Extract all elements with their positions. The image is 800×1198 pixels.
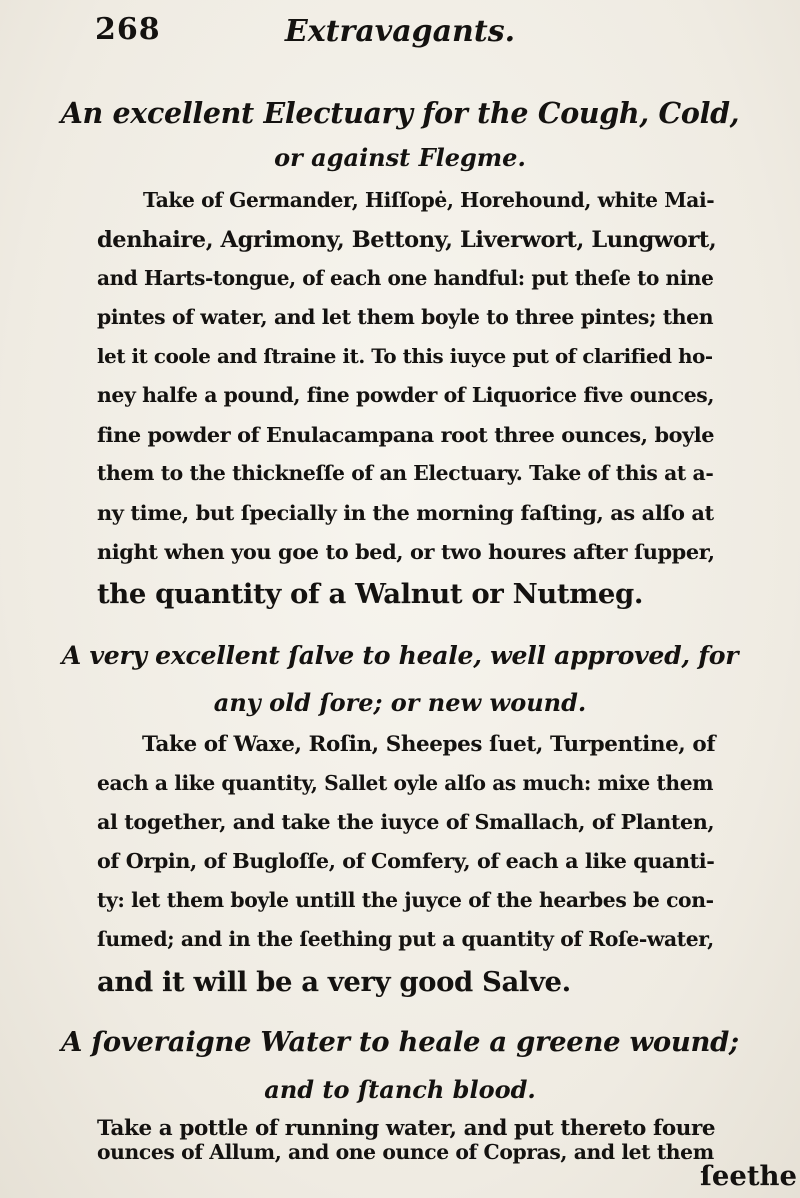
text-line: fine powder of Enulacampana root three ounces, boyle xyxy=(97,422,715,447)
text-line: ny time, but ſpecially in the morning faſting, as alſo at xyxy=(97,500,714,525)
section-subheading: any old ſore; or new wound. xyxy=(213,688,587,717)
section-subheading: or against Flegme. xyxy=(274,143,526,172)
section-heading: A very excellent ſalve to heale, well approved, for xyxy=(61,640,739,670)
text-line: and Harts-tongue, of each one handful: put theſe to nine xyxy=(97,266,714,290)
text-line: denhaire, Agrimony, Bettony, Liverwort, Lungwort, xyxy=(97,227,717,253)
text-line: them to the thickneſſe of an Electuary. Take of this at a- xyxy=(97,461,714,485)
text-line: each a like quantity, Sallet oyle alſo as much: mixe them xyxy=(97,771,714,795)
section-heading: An excellent Electuary for the Cough, Cold, xyxy=(60,96,740,130)
text-line: pintes of water, and let them boyle to three pintes; then xyxy=(97,305,714,329)
text-line: ounces of Allum, and one ounce of Copras, and let them xyxy=(97,1140,714,1164)
text-line: night when you goe to bed, or two houres after ſupper, xyxy=(97,539,715,564)
text-line: Take of Germander, Hiſſopė, Horehound, white Mai- xyxy=(143,188,715,212)
running-head: Extravagants. xyxy=(284,14,516,49)
text-line: ney halfe a pound, fine powder of Liquorice five ounces, xyxy=(97,383,715,407)
page-header xyxy=(0,12,800,62)
page-number: 268 xyxy=(95,12,161,47)
text-line: Take a pottle of running water, and put thereto foure xyxy=(97,1116,716,1141)
text-line: al together, and take the iuyce of Smallach, of Planten, xyxy=(97,810,715,834)
text-line: of Orpin, of Bugloſſe, of Comfery, of each a like quanti- xyxy=(97,849,715,873)
text-line: and it will be a very good Salve. xyxy=(97,966,571,998)
text-line: let it coole and ſtraine it. To this iuyce put of clarified ho- xyxy=(97,344,713,368)
text-line: the quantity of a Walnut or Nutmeg. xyxy=(97,578,644,610)
catchword: ſeethe xyxy=(700,1160,798,1192)
text-line: ty: let them boyle untill the juyce of the hearbes be con- xyxy=(97,888,714,912)
text-line: Take of Waxe, Roſin, Sheepes ſuet, Turpentine, of xyxy=(142,732,716,757)
section-subheading: and to ſtanch blood. xyxy=(264,1075,536,1104)
section-heading: A ſoveraigne Water to heale a greene wound; xyxy=(61,1026,739,1058)
text-line: ſumed; and in the ſeething put a quantity of Roſe-water, xyxy=(97,927,714,951)
